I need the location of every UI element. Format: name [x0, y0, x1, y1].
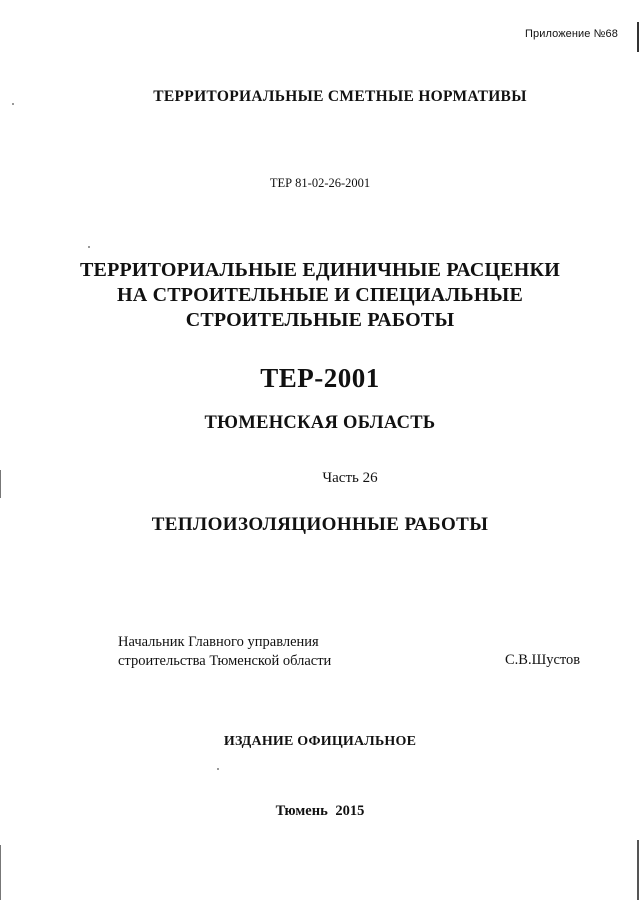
scan-speck [217, 768, 219, 770]
title-line-1: ТЕРРИТОРИАЛЬНЫЕ ЕДИНИЧНЫЕ РАСЦЕНКИ [79, 259, 561, 281]
scan-edge-mark [637, 840, 639, 900]
scan-edge-mark [0, 470, 1, 498]
series-heading: ТЕРРИТОРИАЛЬНЫЕ СМЕТНЫЕ НОРМАТИВЫ [153, 88, 527, 105]
scan-speck [88, 246, 90, 248]
title-line-2: НА СТРОИТЕЛЬНЫЕ И СПЕЦИАЛЬНЫЕ [117, 284, 523, 306]
edition-label: ИЗДАНИЕ ОФИЦИАЛЬНОЕ [223, 734, 417, 749]
title-line-3: СТРОИТЕЛЬНЫЕ РАБОТЫ [185, 309, 455, 331]
scan-edge-mark [637, 22, 639, 52]
appendix-label: Приложение №68 [524, 28, 618, 40]
city-year: Тюмень 2015 [275, 803, 365, 819]
signatory-position [118, 633, 331, 671]
signatory-name: С.В.Шустов [505, 652, 581, 668]
signatory-position-line-2: строительства Тюменской области [118, 653, 332, 669]
scan-edge-mark [0, 845, 1, 900]
work-heading: ТЕПЛОИЗОЛЯЦИОННЫЕ РАБОТЫ [151, 514, 489, 535]
signatory-position-line-1: Начальник Главного управления [118, 634, 319, 650]
document-title [0, 258, 640, 333]
part-number: Часть 26 [322, 470, 378, 486]
region-heading: ТЮМЕНСКАЯ ОБЛАСТЬ [204, 413, 436, 433]
ter-heading: ТЕР-2001 [260, 363, 380, 393]
document-code: ТЕР 81-02-26-2001 [269, 176, 371, 190]
scan-speck [12, 103, 14, 105]
